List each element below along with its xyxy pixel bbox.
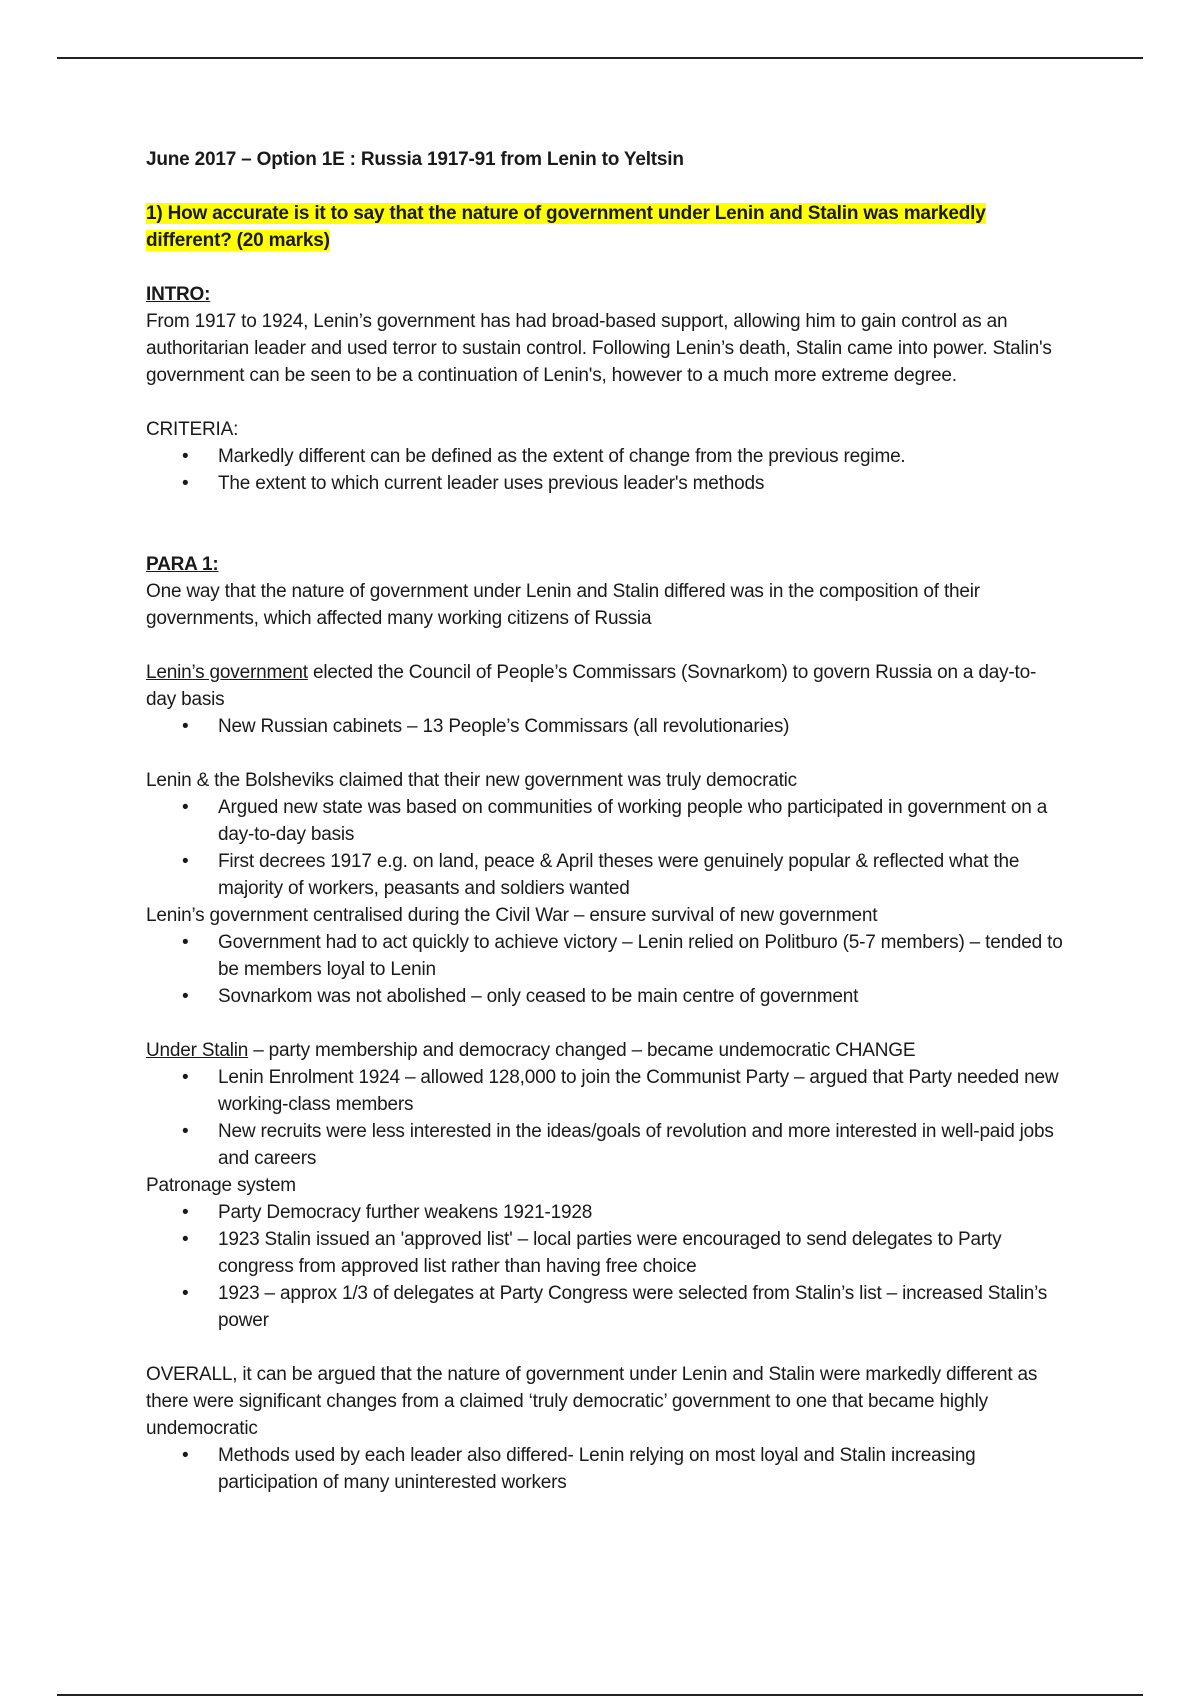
overall-text: OVERALL, it can be argued that the nature of government under Lenin and Stalin were markedly different as there were significant changes from a claimed ‘truly democratic’ government to one that became highly undemocratic: [146, 1364, 1038, 1439]
footer-rule: [57, 1694, 1143, 1696]
spacer: [146, 1010, 1066, 1037]
essay-question: [146, 200, 1066, 254]
intro-heading: INTRO:: [146, 284, 211, 305]
democratic-claim-list: [146, 794, 1066, 902]
lenin-government-list: [146, 713, 1066, 740]
patronage-heading: Patronage system: [146, 1175, 296, 1196]
lenin-government-label: Lenin’s government: [146, 662, 308, 683]
stalin-text: – party membership and democracy changed – became undemocratic CHANGE: [248, 1040, 916, 1061]
spacer: [146, 497, 1066, 524]
list-item: • The extent to which current leader uses previous leader's methods: [146, 470, 1066, 497]
document-title: June 2017 – Option 1E : Russia 1917-91 from Lenin to Yeltsin: [146, 149, 684, 170]
list-item: • Argued new state was based on communities of working people who participated in government on a day-to-day basis: [146, 794, 1066, 848]
centralised-text: Lenin’s government centralised during the Civil War – ensure survival of new government: [146, 905, 878, 926]
list-item: • Lenin Enrolment 1924 – allowed 128,000 to join the Communist Party – argued that Party needed new working-class members: [146, 1064, 1066, 1118]
document-page: [146, 146, 1066, 1496]
essay-question-highlight: 1) How accurate is it to say that the nature of government under Lenin and Stalin was markedly different? (20 marks): [146, 203, 986, 251]
spacer: [146, 632, 1066, 659]
lenin-government-text: elected the Council of People’s Commissars (Sovnarkom) to govern Russia on a day-to-day basis: [146, 662, 1037, 710]
intro-text: From 1917 to 1924, Lenin’s government has had broad-based support, allowing him to gain control as an authoritarian leader and used terror to sustain control. Following Lenin’s death, Stalin came into power. Stalin's government can be seen to be a continuation of Lenin's, however to a much more extreme degree.: [146, 311, 1052, 386]
stalin-list: [146, 1064, 1066, 1172]
list-item: • 1923 – approx 1/3 of delegates at Party Congress were selected from Stalin’s list – increased Stalin’s power: [146, 1280, 1066, 1334]
spacer: [146, 1334, 1066, 1361]
para1-heading: PARA 1:: [146, 554, 219, 575]
list-item: • Government had to act quickly to achieve victory – Lenin relied on Politburo (5-7 members) – tended to be members loyal to Lenin: [146, 929, 1066, 983]
stalin-label: Under Stalin: [146, 1040, 249, 1061]
header-rule: [57, 57, 1143, 59]
criteria-heading: CRITERIA:: [146, 419, 239, 440]
stalin-paragraph: [146, 1037, 1066, 1064]
list-item: • First decrees 1917 e.g. on land, peace & April theses were genuinely popular & reflected what the majority of workers, peasants and soldiers wanted: [146, 848, 1066, 902]
list-item: • Methods used by each leader also differed- Lenin relying on most loyal and Stalin increasing participation of many uninterested workers: [146, 1442, 1066, 1496]
criteria-list: [146, 443, 1066, 497]
list-item: • 1923 Stalin issued an 'approved list' – local parties were encouraged to send delegates to Party congress from approved list rather than having free choice: [146, 1226, 1066, 1280]
centralised-list: [146, 929, 1066, 1010]
patronage-list: [146, 1199, 1066, 1334]
lenin-government-paragraph: [146, 659, 1066, 713]
list-item: • New Russian cabinets – 13 People’s Commissars (all revolutionaries): [146, 713, 1066, 740]
list-item: • Sovnarkom was not abolished – only ceased to be main centre of government: [146, 983, 1066, 1010]
list-item: • Markedly different can be defined as the extent of change from the previous regime.: [146, 443, 1066, 470]
list-item: • New recruits were less interested in the ideas/goals of revolution and more interested in well-paid jobs and careers: [146, 1118, 1066, 1172]
list-item: • Party Democracy further weakens 1921-1928: [146, 1199, 1066, 1226]
democratic-claim: Lenin & the Bolsheviks claimed that their new government was truly democratic: [146, 770, 797, 791]
spacer: [146, 740, 1066, 767]
overall-list: [146, 1442, 1066, 1496]
para1-intro: One way that the nature of government under Lenin and Stalin differed was in the composition of their governments, which affected many working citizens of Russia: [146, 581, 980, 629]
